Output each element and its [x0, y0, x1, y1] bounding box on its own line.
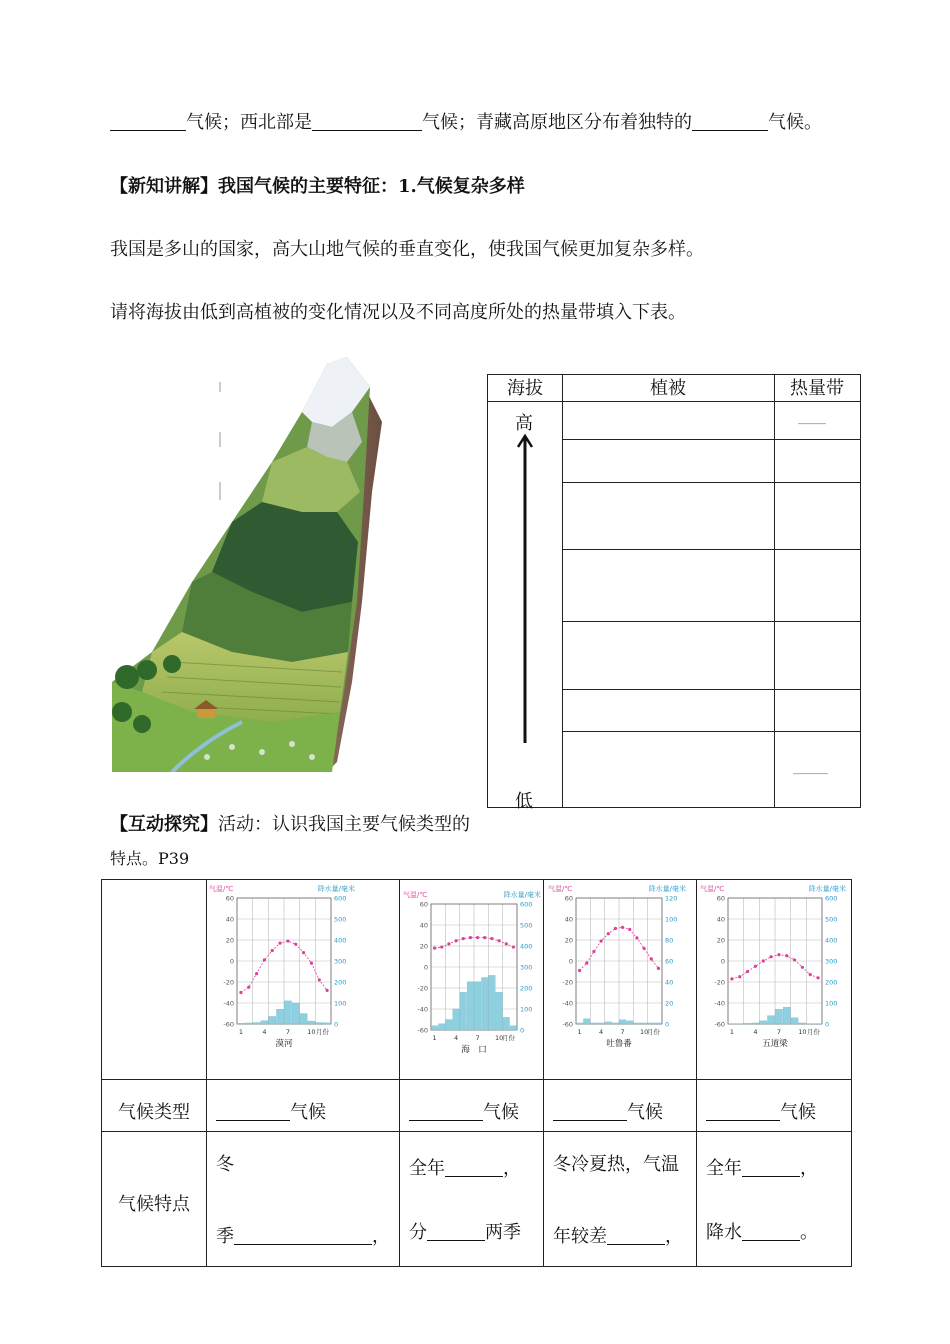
feature-3-line1: 冬冷夏热，气温: [553, 1154, 679, 1175]
section-heading-knowledge: 【新知讲解】我国气候的主要特征：1.气候复杂多样: [110, 176, 525, 197]
altitude-vegetation-table: [487, 374, 861, 812]
precip-bar: [308, 1021, 315, 1024]
precip-tick-label: 0: [520, 1026, 525, 1035]
temperature-point: [440, 945, 443, 948]
temp-tick-label: 0: [229, 957, 234, 966]
temperature-point: [462, 937, 465, 940]
header-vegetation: 植被: [650, 378, 686, 399]
precip-bar: [292, 1003, 299, 1024]
precip-bar: [261, 1021, 268, 1024]
feature-2-line2: 分 两季: [409, 1222, 521, 1243]
precip-bar: [316, 1023, 323, 1024]
temperature-point: [809, 973, 812, 976]
section-heading-activity-cont: 特点。P39: [110, 849, 190, 868]
temp-axis-label: 气温/℃: [700, 885, 725, 893]
precip-tick-label: 300: [520, 963, 533, 972]
feature-4-line2: 降水 。: [706, 1222, 818, 1243]
temperature-point: [469, 936, 472, 939]
altitude-arrow-icon: [515, 433, 535, 745]
precip-bar: [626, 1021, 633, 1024]
row-label-climate-features: 气候特点: [118, 1194, 190, 1215]
blank[interactable]: [427, 1224, 485, 1241]
precip-bar: [605, 1022, 612, 1024]
row-label-climate-type: 气候类型: [118, 1102, 190, 1123]
temperature-point: [318, 978, 321, 981]
temperature-point: [271, 949, 274, 952]
precip-bar: [641, 1023, 648, 1024]
precip-bar: [648, 1023, 655, 1024]
climate-type-cell-2: 气候: [409, 1098, 519, 1124]
precip-tick-label: 100: [665, 915, 678, 924]
month-tick-label: 10: [639, 1028, 649, 1036]
month-axis-label: 月份: [502, 1034, 515, 1042]
temp-tick-label: 40: [419, 921, 428, 930]
precip-bar: [634, 1023, 641, 1024]
temperature-point: [614, 927, 617, 930]
precip-tick-label: 600: [334, 894, 347, 903]
blank[interactable]: [742, 1160, 800, 1177]
station-name: 五道梁: [762, 1039, 788, 1049]
precip-bar: [744, 1023, 751, 1024]
precip-axis-label: 降水量/毫米: [503, 891, 541, 899]
blank[interactable]: [445, 1160, 503, 1177]
precip-bar: [284, 1001, 291, 1024]
temperature-point: [255, 972, 258, 975]
temp-tick-label: -60: [714, 1020, 725, 1029]
precip-tick-label: 600: [520, 900, 533, 909]
temperature-point: [247, 986, 250, 989]
precip-tick-label: 300: [825, 957, 838, 966]
precip-tick-label: 400: [520, 942, 533, 951]
temp-tick-label: -60: [562, 1020, 573, 1029]
precip-tick-label: 200: [520, 984, 533, 993]
precip-axis-label: 降水量/毫米: [317, 885, 355, 893]
temperature-point: [801, 966, 804, 969]
precip-bar: [467, 982, 474, 1030]
precip-tick-label: 40: [665, 978, 674, 987]
precip-tick-label: 500: [520, 921, 533, 930]
precip-tick-label: 0: [665, 1020, 670, 1029]
precip-tick-label: 0: [825, 1020, 830, 1029]
precip-tick-label: 400: [825, 936, 838, 945]
precip-bar: [489, 975, 496, 1030]
header-altitude: 海拔: [507, 378, 543, 399]
temp-tick-label: -20: [714, 978, 725, 987]
precip-tick-label: 120: [665, 894, 678, 903]
temp-tick-label: 0: [720, 957, 725, 966]
temperature-point: [585, 962, 588, 965]
label-low: 低: [515, 791, 533, 812]
station-name: 漠河: [275, 1039, 293, 1049]
temperature-point: [278, 942, 281, 945]
precip-bar: [300, 1014, 307, 1025]
month-tick-label: 7: [620, 1028, 625, 1036]
precip-bar: [775, 1009, 782, 1024]
temperature-point: [657, 967, 660, 970]
precip-tick-label: 20: [665, 999, 674, 1008]
month-tick-label: 4: [454, 1034, 459, 1042]
precip-tick-label: 100: [825, 999, 838, 1008]
temperature-point: [592, 950, 595, 953]
blank[interactable]: [553, 1104, 627, 1121]
temp-tick-label: 40: [716, 915, 725, 924]
precip-bar: [460, 992, 467, 1030]
precip-axis-label: 降水量/毫米: [808, 885, 846, 893]
precip-bar: [591, 1023, 598, 1024]
precip-bar: [481, 978, 488, 1031]
temp-tick-label: 60: [225, 894, 234, 903]
temperature-point: [762, 959, 765, 962]
precip-tick-label: 200: [334, 978, 347, 987]
month-tick-label: 10: [798, 1028, 807, 1036]
precip-bar: [510, 1026, 517, 1030]
precip-tick-label: 60: [665, 957, 674, 966]
climate-chart-mohe: [207, 882, 357, 1054]
blank[interactable]: [110, 114, 186, 131]
feature-4-line1: 全年 ，: [706, 1158, 818, 1179]
precip-bar: [269, 1016, 276, 1024]
blank[interactable]: [742, 1224, 800, 1241]
blank[interactable]: [409, 1104, 483, 1121]
precip-bar: [323, 1023, 330, 1024]
temperature-point: [816, 976, 819, 979]
precip-bar: [752, 1023, 759, 1024]
temperature-point: [476, 936, 479, 939]
temp-tick-label: 20: [225, 936, 234, 945]
paragraph-instruction: 请将海拔由低到高植被的变化情况以及不同高度所处的热量带填入下表。: [110, 302, 686, 323]
temperature-point: [635, 936, 638, 939]
temp-axis-label: 气温/℃: [548, 885, 573, 893]
temp-axis-label: 气温/℃: [403, 891, 428, 899]
precip-tick-label: 100: [520, 1005, 533, 1014]
blank[interactable]: [706, 1104, 780, 1121]
precip-tick-label: 600: [825, 894, 838, 903]
temp-tick-label: 40: [564, 915, 573, 924]
temperature-point: [738, 975, 741, 978]
month-tick-label: 4: [753, 1028, 758, 1036]
temperature-point: [599, 939, 602, 942]
temperature-point: [497, 939, 500, 942]
climate-type-cell-4: 气候: [706, 1098, 816, 1124]
precip-tick-label: 500: [825, 915, 838, 924]
precip-bar: [276, 1009, 283, 1024]
precip-tick-label: 300: [334, 957, 347, 966]
precip-bar: [612, 1023, 619, 1024]
precip-tick-label: 200: [825, 978, 838, 987]
month-tick-label: 7: [285, 1028, 290, 1036]
month-tick-label: 1: [238, 1028, 243, 1036]
temperature-point: [512, 945, 515, 948]
temp-tick-label: 60: [564, 894, 573, 903]
temperature-point: [490, 937, 493, 940]
temperature-point: [621, 926, 624, 929]
blank[interactable]: [607, 1228, 665, 1245]
precip-bar: [576, 1023, 583, 1024]
blank[interactable]: [692, 114, 768, 131]
precip-bar: [438, 1024, 445, 1030]
month-axis-label: 月份: [647, 1028, 660, 1036]
month-tick-label: 4: [599, 1028, 604, 1036]
temp-tick-label: -40: [714, 999, 725, 1008]
blank[interactable]: [216, 1104, 290, 1121]
precip-bar: [799, 1023, 806, 1024]
climate-type-cell-3: 气候: [553, 1098, 663, 1124]
temp-tick-label: -20: [417, 984, 428, 993]
temperature-point: [239, 991, 242, 994]
temperature-point: [447, 942, 450, 945]
temp-tick-label: 60: [716, 894, 725, 903]
temperature-point: [294, 943, 297, 946]
temp-tick-label: -40: [223, 999, 234, 1008]
temp-tick-label: 0: [423, 963, 428, 972]
temperature-point: [793, 958, 796, 961]
temperature-point: [263, 958, 266, 961]
feature-3-line2: 年较差 ，: [553, 1226, 683, 1247]
station-name: 吐鲁番: [606, 1039, 632, 1049]
month-tick-label: 7: [776, 1028, 781, 1036]
climate-type-cell-1: 气候: [216, 1098, 326, 1124]
temp-tick-label: -20: [223, 978, 234, 987]
climate-chart-wudaoliang: [698, 882, 848, 1054]
temperature-point: [286, 939, 289, 942]
blank[interactable]: [312, 114, 422, 131]
precip-bar: [598, 1023, 605, 1024]
temp-tick-label: -20: [562, 978, 573, 987]
feature-2-line1: 全年 ，: [409, 1158, 521, 1179]
precip-bar: [619, 1020, 626, 1024]
temperature-point: [505, 942, 508, 945]
blank[interactable]: [234, 1228, 372, 1245]
precip-bar: [783, 1007, 790, 1024]
precip-bar: [496, 992, 503, 1030]
temp-tick-label: 0: [568, 957, 573, 966]
precip-bar: [791, 1018, 798, 1024]
temperature-point: [454, 939, 457, 942]
precip-bar: [431, 1026, 438, 1030]
precip-bar: [767, 1016, 774, 1024]
intro-fill-line: 气候；西北部是 气候；青藏高原地区分布着独特的 气候。: [110, 108, 822, 134]
month-tick-label: 10: [494, 1034, 504, 1042]
header-heat-zone: 热量带: [790, 378, 844, 399]
temp-tick-label: 20: [419, 942, 428, 951]
precip-tick-label: 500: [334, 915, 347, 924]
temperature-point: [746, 970, 749, 973]
month-tick-label: 1: [729, 1028, 734, 1036]
precip-bar: [474, 982, 481, 1030]
precip-bar: [253, 1023, 260, 1024]
temp-tick-label: 40: [225, 915, 234, 924]
temp-tick-label: 20: [564, 936, 573, 945]
precip-tick-label: 0: [334, 1020, 339, 1029]
month-tick-label: 4: [262, 1028, 267, 1036]
precip-tick-label: 100: [334, 999, 347, 1008]
precip-bar: [655, 1023, 662, 1024]
precip-tick-label: 400: [334, 936, 347, 945]
heat-zone-mark-top: ____: [798, 409, 826, 425]
temperature-point: [433, 947, 436, 950]
precip-tick-label: 80: [665, 936, 674, 945]
label-high: 高: [515, 413, 533, 434]
station-name: 海 口: [461, 1045, 487, 1055]
temperature-point: [754, 965, 757, 968]
temp-tick-label: 20: [716, 936, 725, 945]
temp-tick-label: -60: [417, 1026, 428, 1035]
temp-tick-label: -40: [562, 999, 573, 1008]
temperature-point: [483, 936, 486, 939]
temperature-point: [607, 932, 610, 935]
temperature-point: [628, 928, 631, 931]
climate-types-table: [101, 879, 852, 1267]
temp-tick-label: -60: [223, 1020, 234, 1029]
feature-1-line1: 冬: [216, 1154, 234, 1175]
temperature-point: [578, 969, 581, 972]
temp-tick-label: -40: [417, 1005, 428, 1014]
precip-bar: [583, 1019, 590, 1024]
precip-bar: [446, 1020, 453, 1031]
temperature-point: [310, 962, 313, 965]
temperature-point: [325, 989, 328, 992]
precip-bar: [453, 1009, 460, 1030]
temperature-point: [785, 954, 788, 957]
heat-zone-mark-bottom: _____: [793, 759, 828, 775]
temp-tick-label: 60: [419, 900, 428, 909]
month-tick-label: 1: [432, 1034, 437, 1042]
month-tick-label: 10: [307, 1028, 316, 1036]
month-tick-label: 7: [475, 1034, 480, 1042]
mountain-vegetation-illustration: [112, 352, 392, 772]
precip-axis-label: 降水量/毫米: [648, 885, 686, 893]
precip-bar: [245, 1023, 252, 1024]
temp-axis-label: 气温/℃: [209, 885, 234, 893]
precip-bar: [503, 1017, 510, 1030]
climate-chart-haikou: [401, 888, 543, 1060]
paragraph-mountains: 我国是多山的国家，高大山地气候的垂直变化，使我国气候更加复杂多样。: [110, 239, 704, 260]
temperature-point: [302, 951, 305, 954]
temperature-point: [642, 947, 645, 950]
temperature-point: [650, 957, 653, 960]
month-tick-label: 1: [577, 1028, 582, 1036]
temperature-point: [769, 955, 772, 958]
climate-chart-turpan: [546, 882, 688, 1054]
precip-bar: [237, 1023, 244, 1024]
precip-bar: [760, 1021, 767, 1024]
section-heading-activity: 【互动探究】活动：认识我国主要气候类型的: [110, 814, 470, 835]
month-axis-label: 月份: [807, 1028, 820, 1036]
month-axis-label: 月份: [316, 1028, 329, 1036]
feature-1-line2: 季 ，: [216, 1226, 390, 1247]
temperature-point: [730, 977, 733, 980]
temperature-point: [777, 953, 780, 956]
